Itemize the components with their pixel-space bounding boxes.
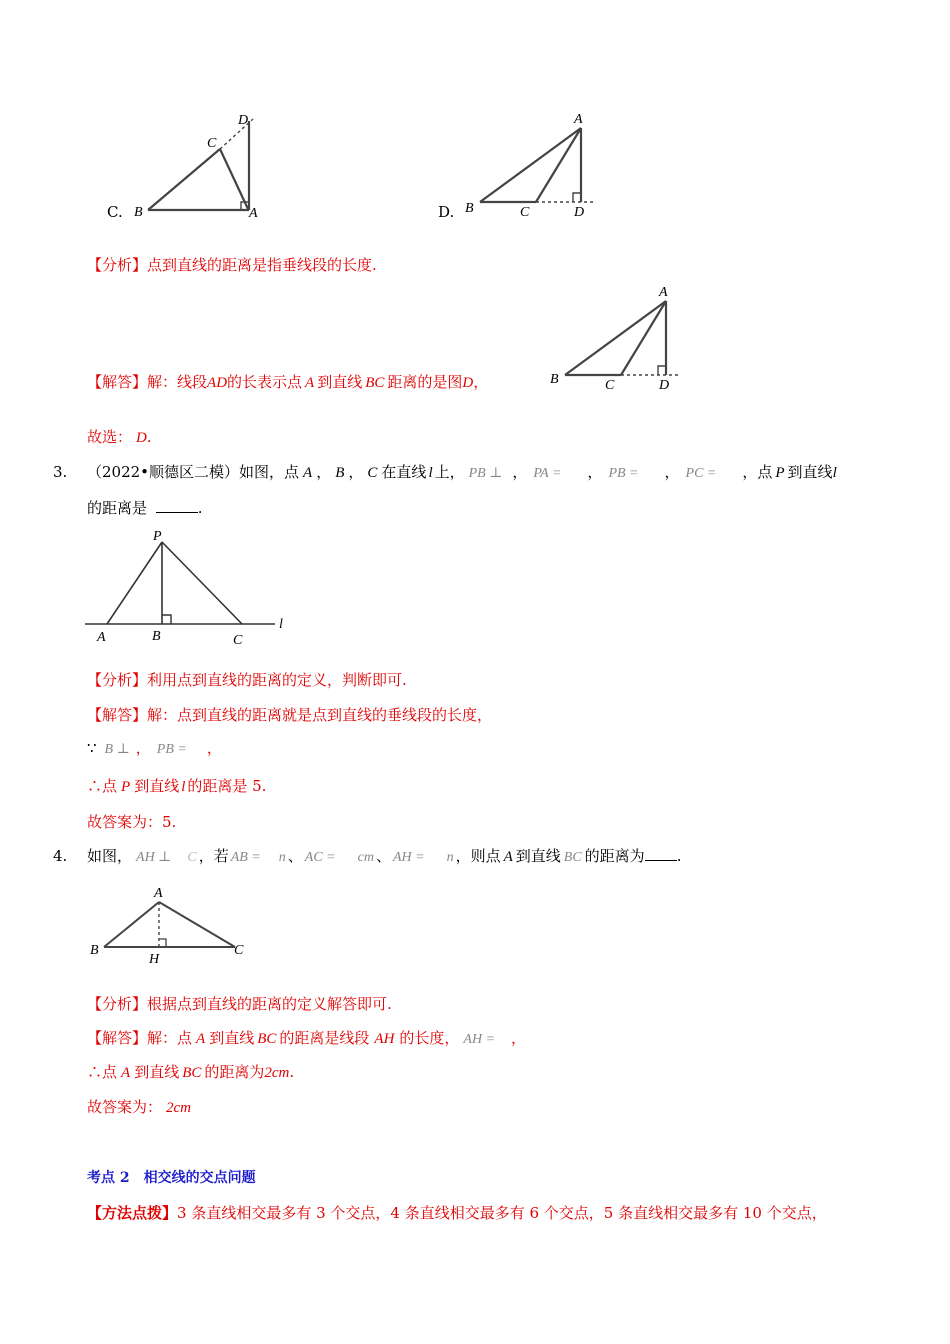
stem-text: ，	[348, 463, 364, 481]
stem-text: 的距离是	[87, 499, 148, 517]
label-a: A	[574, 112, 583, 127]
label-c: C	[207, 136, 217, 151]
q4-analysis	[87, 994, 392, 1014]
final-label: 故答案为：	[87, 1098, 163, 1116]
choice-end: .	[146, 428, 152, 446]
q4-answer	[87, 1028, 526, 1050]
math-b: B	[335, 465, 345, 481]
q2-answer	[87, 372, 488, 393]
math-p: P	[121, 779, 131, 795]
math-c: C	[187, 850, 197, 865]
label-b: B	[465, 201, 474, 216]
label-c: C	[233, 633, 243, 648]
analysis-text: 利用点到直线的距离的定义，判断即可.	[147, 671, 407, 689]
final-value: 2cm	[166, 1100, 192, 1116]
q4-therefore	[87, 1062, 294, 1083]
q4-number: 4.	[53, 847, 68, 865]
stem-text: 、	[375, 847, 391, 865]
option-d-label: D.	[438, 203, 455, 221]
stem-text: ，若	[198, 847, 229, 865]
q3-because	[87, 738, 222, 760]
figure-q4	[85, 880, 260, 970]
stem-text: .	[676, 847, 682, 865]
stem-text: ，	[316, 463, 332, 481]
stem-text: ，	[587, 463, 603, 481]
answer-tag: 【解答】	[87, 1029, 148, 1047]
label-b: B	[152, 629, 161, 644]
option-c-label: C.	[107, 203, 123, 221]
kp2-method	[87, 1203, 827, 1223]
stem-text: （2022•顺德区二模）如图，点	[87, 463, 300, 481]
math-ac: AC =	[304, 850, 336, 865]
stem-text: .	[197, 499, 203, 517]
q3-answer	[87, 705, 492, 725]
math-p: P	[775, 465, 785, 481]
figure-option-c	[125, 105, 275, 225]
math-bc: BC	[257, 1031, 277, 1047]
math-d: D	[462, 375, 474, 391]
answer-text: 距离的是图	[387, 373, 463, 391]
label-a: A	[97, 630, 106, 645]
label-a: A	[249, 206, 258, 221]
math-ad: AD	[207, 375, 228, 391]
math-a: A	[121, 1065, 131, 1081]
answer-text: 解：线段	[147, 373, 208, 391]
math-pa: PA =	[533, 466, 562, 481]
stem-text: 到直线	[515, 847, 561, 865]
label-b: B	[90, 943, 99, 958]
answer-text: 解：点	[147, 1029, 193, 1047]
q4-final	[87, 1097, 191, 1118]
label-l: l	[279, 617, 283, 632]
analysis-tag: 【分析】	[87, 671, 148, 689]
math-l: l	[181, 779, 186, 795]
math-cm: cm	[357, 850, 374, 865]
because-symbol: ∵	[87, 739, 97, 757]
answer-text: 到直线	[209, 1029, 255, 1047]
label-b: B	[550, 372, 559, 387]
choice-label: 故选：	[87, 428, 133, 446]
answer-blank[interactable]	[645, 846, 677, 861]
math-ah: AH =	[463, 1032, 496, 1047]
math-b-perp: B ⊥	[104, 742, 130, 757]
analysis-text: 根据点到直线的距离的定义解答即可.	[147, 995, 392, 1013]
method-text: 3 条直线相交最多有 3 个交点，4 条直线相交最多有 6 个交点，5 条直线相交最多有 10 个交点，	[177, 1204, 827, 1222]
answer-blank[interactable]	[156, 498, 198, 513]
analysis-tag: 【分析】	[87, 995, 148, 1013]
stem-text: ，	[664, 463, 680, 481]
label-c: C	[520, 205, 530, 220]
choice-value: D	[136, 430, 147, 446]
answer-text: 的距离为	[204, 1063, 265, 1081]
math-l: l	[832, 465, 837, 481]
label-d: D	[659, 378, 670, 393]
q3-therefore	[87, 776, 266, 797]
math-a: A	[305, 375, 315, 391]
answer-text: .	[289, 1063, 295, 1081]
stem-text: ，点	[742, 463, 773, 481]
label-c: C	[605, 378, 615, 393]
label-d: D	[574, 205, 585, 220]
answer-text: 的长度，	[399, 1029, 460, 1047]
math-pb: PB =	[156, 742, 187, 757]
math-a: A	[503, 849, 513, 865]
answer-text: ，	[511, 1029, 527, 1047]
figure-option-d	[460, 108, 610, 226]
answer-text: ，	[206, 739, 222, 757]
math-c: C	[367, 465, 378, 481]
answer-text: 到直线	[317, 373, 363, 391]
answer-tag: 【解答】	[87, 373, 148, 391]
answer-text: 的距离是线段	[279, 1029, 370, 1047]
label-p: P	[153, 529, 162, 544]
answer-text: ∴点	[87, 777, 118, 795]
stem-text: ，	[512, 463, 528, 481]
stem-text: 上，	[434, 463, 465, 481]
label-c: C	[234, 943, 244, 958]
stem-text: 到直线	[787, 463, 833, 481]
kp2-title: 考点 2 相交线的交点问题	[87, 1170, 256, 1186]
answer-text: ，	[473, 373, 489, 391]
math-l: l	[428, 465, 433, 481]
math-pc: PC =	[685, 466, 717, 481]
q3-stem-line2	[87, 498, 203, 518]
q3-final: 故答案为：5.	[87, 813, 177, 831]
math-pb: PB =	[608, 466, 639, 481]
q3-stem-line1	[87, 462, 837, 484]
answer-text: 解：点到直线的距离就是点到直线的垂线段的长度，	[147, 706, 493, 724]
q3-analysis	[87, 670, 407, 690]
analysis-tag: 【分析】	[87, 256, 148, 274]
math-ah: AH =	[392, 850, 425, 865]
math-a: A	[196, 1031, 206, 1047]
answer-text: 的长表示点	[227, 373, 303, 391]
math-bc: BC	[365, 375, 385, 391]
label-d: D	[238, 113, 249, 128]
q2-analysis	[87, 255, 377, 275]
answer-text: 到直线	[134, 777, 180, 795]
stem-text: ，则点	[455, 847, 501, 865]
answer-text: 的距离是 5.	[187, 777, 267, 795]
stem-text: 、	[287, 847, 303, 865]
q3-number: 3.	[53, 463, 68, 481]
figure-q3	[85, 525, 295, 650]
math-bc: BC	[182, 1065, 202, 1081]
analysis-text: 点到直线的距离是指垂线段的长度.	[147, 256, 377, 274]
math-pb-perp: PB ⊥	[468, 466, 503, 481]
answer-text: 到直线	[134, 1063, 180, 1081]
method-tag: 【方法点拨】	[87, 1204, 178, 1222]
stem-text: 的距离为	[584, 847, 645, 865]
label-a: A	[154, 886, 163, 901]
math-ab: AB =	[230, 850, 261, 865]
math-ah-perp: AH ⊥	[136, 850, 172, 865]
answer-text: ，	[135, 739, 151, 757]
q4-stem	[87, 846, 681, 868]
stem-text: 在直线	[381, 463, 427, 481]
label-a: A	[659, 285, 668, 300]
math-bc: BC	[563, 850, 582, 865]
math-value: 2cm	[264, 1065, 290, 1081]
q2-choice	[87, 427, 152, 448]
label-b: B	[134, 205, 143, 220]
stem-text: 如图，	[87, 847, 133, 865]
math-n: n	[446, 850, 454, 865]
label-h: H	[149, 952, 160, 967]
answer-tag: 【解答】	[87, 706, 148, 724]
math-n: n	[278, 850, 286, 865]
figure-answer	[545, 283, 695, 395]
math-ah: AH	[374, 1031, 395, 1047]
answer-text: ∴点	[87, 1063, 118, 1081]
math-a: A	[303, 465, 313, 481]
